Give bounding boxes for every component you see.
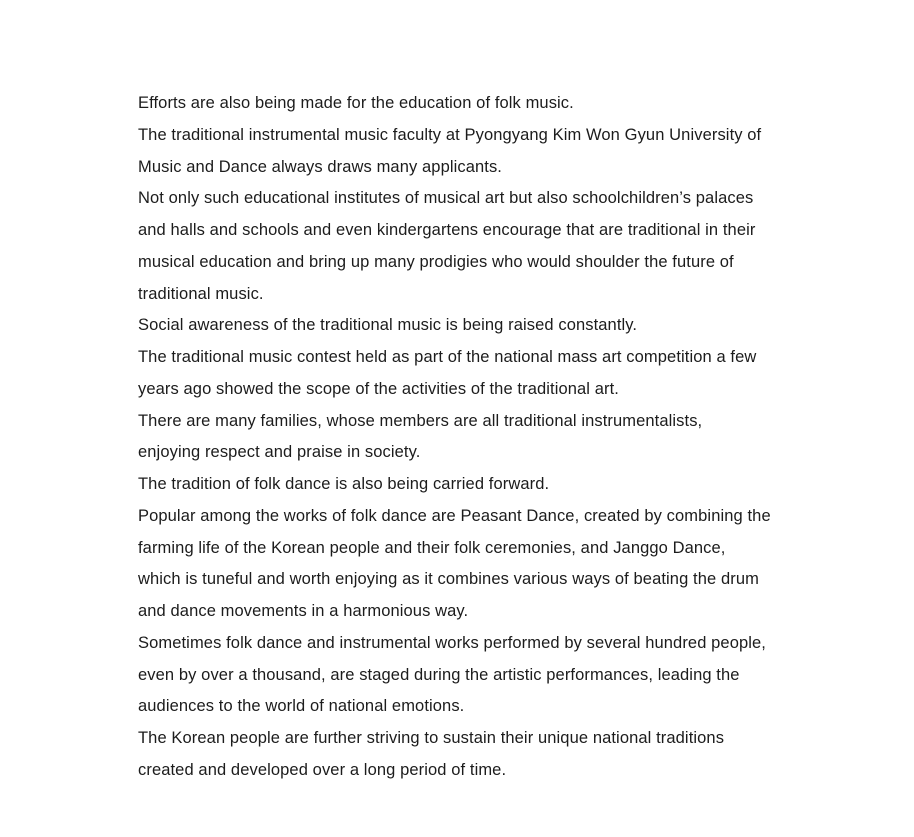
text-line: enjoying respect and praise in society. xyxy=(138,443,421,462)
text-line: musical education and bring up many prodigies who would shoulder the future of xyxy=(138,252,734,271)
text-line: even by over a thousand, are staged during the artistic performances, leading the xyxy=(138,665,740,684)
text-line: Sometimes folk dance and instrumental works performed by several hundred people, xyxy=(138,633,766,652)
text-line: and dance movements in a harmonious way. xyxy=(138,602,469,620)
text-line: The Korean people are further striving to sustain their unique national traditions xyxy=(138,729,725,747)
text-line: audiences to the world of national emotions. xyxy=(138,697,465,716)
text-line: The traditional music contest held as part of the national mass art competition a few xyxy=(138,348,757,366)
text-line: Not only such educational institutes of musical art but also schoolchildren’s palaces xyxy=(138,189,754,208)
text-line: Music and Dance always draws many applicants. xyxy=(138,157,502,176)
text-line: and halls and schools and even kindergartens encourage that are traditional in their xyxy=(138,221,756,239)
text-line: The tradition of folk dance is also being carried forward. xyxy=(138,475,550,493)
text-line: traditional music. xyxy=(138,284,264,303)
text-line: which is tuneful and worth enjoying as it combines various ways of beating the drum xyxy=(138,570,759,589)
text-line: years ago showed the scope of the activities of the traditional art. xyxy=(138,379,619,398)
text-line: Popular among the works of folk dance are Peasant Dance, created by combining the xyxy=(138,506,771,525)
text-line: The traditional instrumental music faculty at Pyongyang Kim Won Gyun University of xyxy=(138,125,762,144)
text-line: Social awareness of the traditional music is being raised constantly. xyxy=(138,316,638,335)
text-line: created and developed over a long period of time. xyxy=(138,760,507,779)
text-line: There are many families, whose members are all traditional instrumentalists, xyxy=(138,411,703,430)
document-text-block xyxy=(138,88,798,787)
text-line: Efforts are also being made for the education of folk music. xyxy=(138,94,574,112)
text-line: farming life of the Korean people and their folk ceremonies, and Janggo Dance, xyxy=(138,538,726,557)
